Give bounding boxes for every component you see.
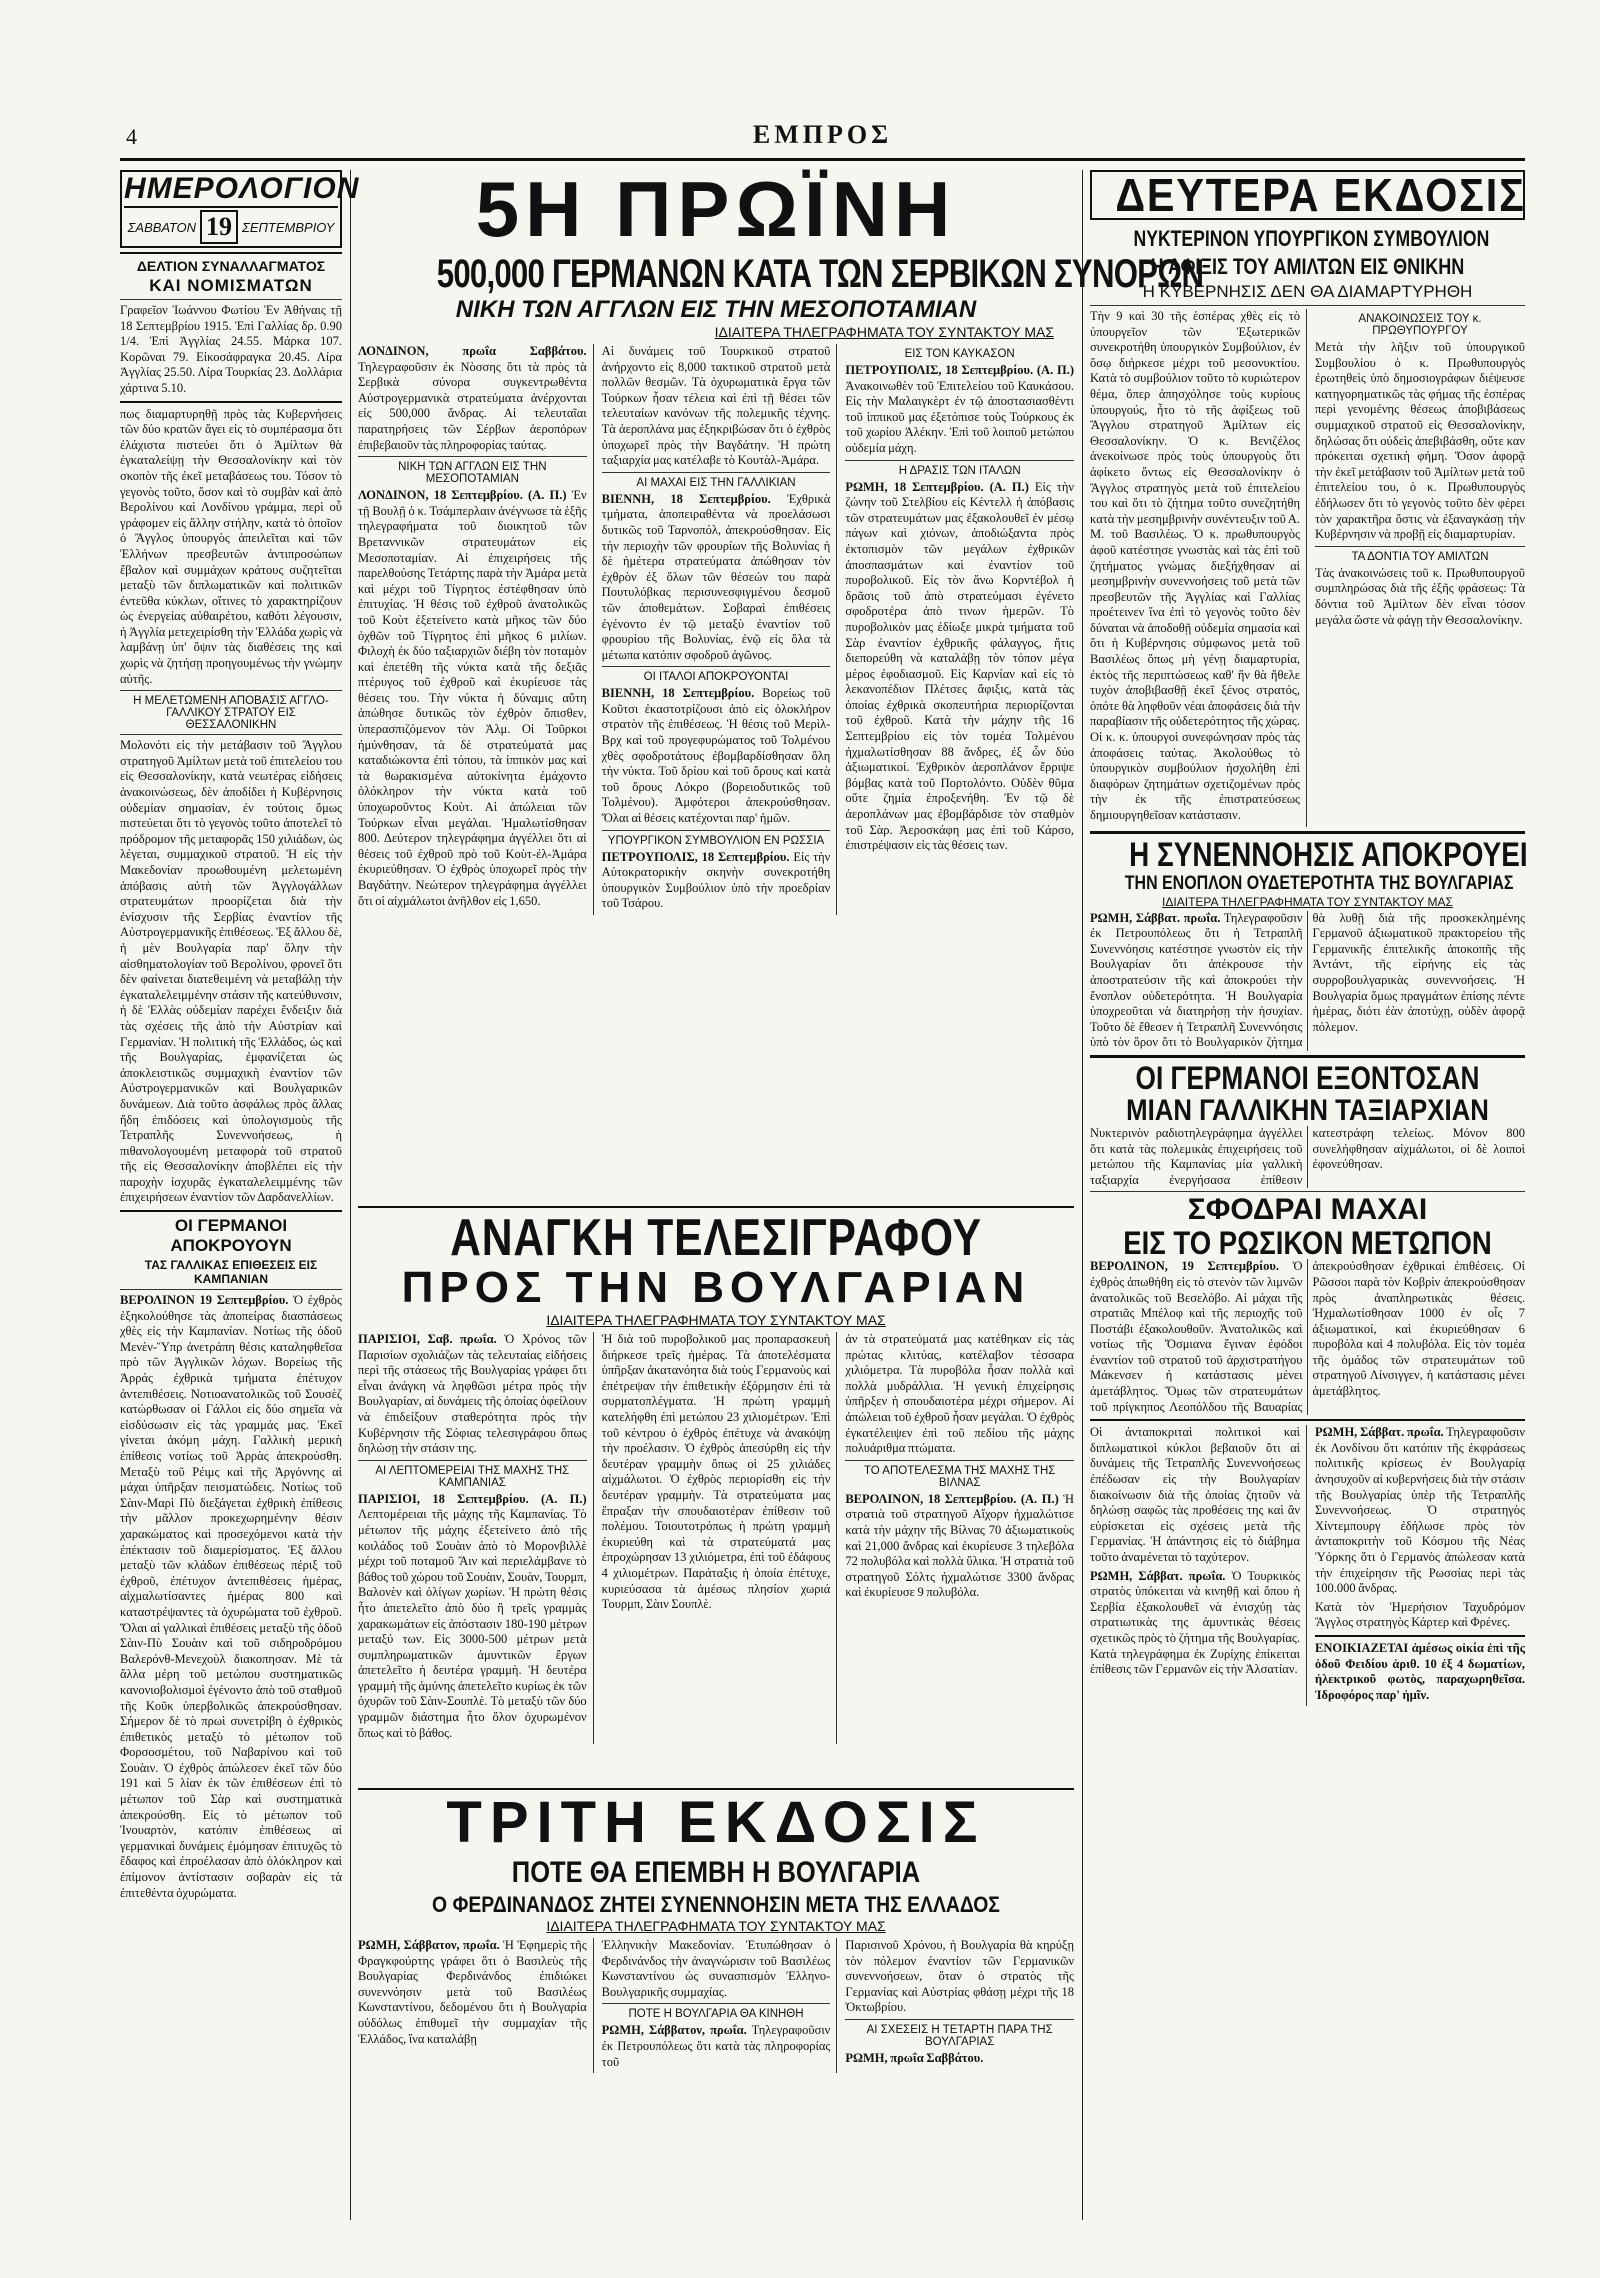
headline-third-edition: ΤΡΙΤΗ ΕΚΔΟΣΙΣ: [446, 1790, 986, 1855]
article-heading: ΑΙ ΛΕΠΤΟΜΕΡΕΙΑΙ ΤΗΣ ΜΑΧΗΣ ΤΗΣ ΚΑΜΠΑΝΙΑΣ: [375, 1464, 570, 1489]
exchange-heading-2: ΚΑΙ ΝΟΜΙΣΜΑΤΩΝ: [149, 276, 313, 295]
byline: ΙΔΙΑΙΤΕΡΑ ΤΗΛΕΓΡΑΦΗΜΑΤΑ ΤΟΥ ΣΥΝΤΑΚΤΟΥ ΜΑΣ: [546, 1918, 886, 1934]
left-column: [120, 170, 360, 2220]
headline-germans-destroyed: ΟΙ ΓΕΡΜΑΝΟΙ ΕΞΟΝΤΟΣΑΝ: [1135, 1059, 1480, 1096]
headline-when-bulgaria: ΠΟΤΕ ΘΑ ΕΠΕΜΒΗ Η ΒΟΥΛΓΑΡΙΑ: [511, 1856, 921, 1889]
headline-to-bulgaria: ΠΡΟΣ ΤΗΝ ΒΟΥΛΓΑΡΙΑΝ: [401, 1263, 1031, 1312]
headline-500000: 500,000 ΓΕΡΜΑΝΩΝ ΚΑΤΑ ΤΩΝ ΣΕΡΒΙΚΩΝ ΣΥΝΟΡΩΝ: [436, 252, 1204, 296]
headline-night-council: ΝΥΚΤΕΡΙΝΟΝ ΥΠΟΥΡΓΙΚΟΝ ΣΥΜΒΟΥΛΙΟΝ: [1133, 226, 1490, 251]
calendar-box: [120, 170, 360, 248]
article-paragraph: Ἐν τῇ Βουλῇ ὁ κ. Τσάμπερλαιν ἀνέγνωσε τὰ ἑξῆς τηλεγραφήματα τοῦ διοικητοῦ τῶν Βρεταννικῶν στρατευμάτων εἰς Μεσοποταμίαν. Αἱ ἐπιχειρήσεις τῆς παρελθούσης Τετάρτης παρὰ τὴν Ἀμάρα μετὰ καὶ μέχρι τοῦ Τίγρητος ἐστέφθησαν ὑπὸ ἐπιτυχίας. Ἡ θέσις τοῦ ἐχθροῦ ἀνατολικῶς τοῦ Κοὺτ ἐξετείνετο κατὰ μῆκος τῶν δύο ὀχθῶν τοῦ Τίγρητος ἐπὶ μῆκος 6 μιλίων. Φιλοχὴ ἐκ δύο ταξιαρχιῶν διέβη τὸν ποταμὸν καὶ ἐπετέθη τῆς νύκτα κατὰ τῆς δεξιᾶς πτέρυγος τοῦ ἐχθροῦ καὶ ἐκυρίευσε τὰς θέσεις του. Τὴν νύκτα ἡ δύναμις αὕτη ἀπώθησε δυτικῶς τὸν ἐχθρὸν ὄπισθεν, ὑπερασπιζόμενον τὸν Ἀλμ. Οἱ Τοῦρκοι ἠμύνθησαν, τὰ δὲ στρατεύματά μας καταδιώκοντα ἐπὶ τόπου, τὰ ἰππικὸν μας καὶ τὰ θωρακισμένα αὐτοκίνητα ἐμάχοντο ὁλόκληρον τὴν νύκτα κατὰ τοῦ ὑποχωροῦντος Κοὺτ. Αἱ ἀπώλειαι τῶν Τούρκων εἶναι μεγάλαι. Ἠμαλωτίσθησαν 800. Δεύτερον τηλεγράφημα ἀγγέλλει ὅτι αἱ θέσεις τοῦ ἐχθροῦ πρὸ τοῦ Κοὺτ-ἐλ-Ἀμάρα ἐκυριεύθησαν. Ὁ ἐχθρὸς ὑποχωρεῖ πρὸς τὴν Βαγδάτην. Νεώτερον τηλεγράφημα ἀγγέλλει ὅτι οἱ αἰχμάλωτοι ἀνῆλθον εἰς 1,650.: [358, 488, 587, 908]
calendar-title: ΗΜΕΡΟΛΟΓΙΟΝ: [124, 172, 360, 205]
dateline: ΠΕΤΡΟΥΠΟΛΙΣ, 18 Σεπτεμβρίου. (Α. Π.): [845, 363, 1075, 377]
headline-hamilton-arrival: Η ΑΦΙΞΙΣ ΤΟΥ ΑΜΙΛΤΩΝ ΕΙΣ ΘΝΙΚΗΝ: [1150, 254, 1465, 279]
ult-col-2: [602, 1332, 838, 1744]
article-heading: ΑΙ ΣΧΕΣΕΙΣ Η ΤΕΤΑΡΤΗ ΠΑΡΑ ΤΗΣ ΒΟΥΛΓΑΡΙΑΣ: [866, 2023, 1053, 2048]
article-paragraph: Ἡ Ἐφημερὶς τῆς Φραγκφούρτης γράφει ὅτι ὁ Βασιλεὺς τῆς Βουλγαρίας Φερδινάνδος ἐπιδιώκει συνεννόησιν μετὰ τοῦ Βασιλέως Κωνσταντίνου, δεδομένου ὅτι ἡ Βουλγαρία οὐδόλως ἐπιθυμεῖ τὴν συμμαχίαν τῆς Ἑλλάδος, ἵνα καταλάβῃ: [358, 1938, 587, 2046]
article-paragraph: Αἱ δυνάμεις τοῦ Τουρκικοῦ στρατοῦ ἀνήρχοντο εἰς 8,000 τακτικοῦ στρατοῦ μετὰ πολλῶν θεσμῶν. Τὰ ὀχυρωματικὰ ἔργα τῶν Τούρκων ἦσαν τέλεια καὶ ἐπὶ τῇ θέσει τῶν τελευταίων κανόνων τῆς πολεμικῆς τέχνης. Τὰ ἀεροπλάνα μας ἐξηκριβώσαν ὅτι ὁ ἐχθρὸς ὑποχωρεῖ πρὸς τὴν Βαγδάτην. Ἡ πρώτη ταξιαρχία μας κατέλαβε τὸ Κουτὰλ-Ἀμάρα.: [601, 344, 831, 468]
dateline: ΡΩΜΗ, Σάββατ. πρωΐα.: [1090, 1568, 1226, 1583]
third-col-2: [602, 1938, 838, 2073]
article-paragraph: Τηλεγραφοῦσιν ἐκ Νὸσσης ὅτι τὰ πρὸς τὰ Σερβικὰ σύνορα συγκεντρωθέντα Αὐστρογερμανικὰ στρατεύματα ἀνέρχονται εἰς 500,000 ἄνδρας. Αἱ τελευταῖαι παρατηρήσεις τῶν Σέρβων ἀεροπόρων ἐπιβεβαιοῦν τὰς πληροφορίας ταύτας.: [358, 359, 587, 452]
article-heading: ΤΑ ΔΟΝΤΙΑ ΤΟΥ ΑΜΙΛΤΩΝ: [1351, 550, 1489, 563]
article-paragraph: Εἰς τὴν ζώνην τοῦ Στελβίου εἰς Κέντελλ ἡ ἀπόβασις τῶν στρατευμάτων μας ἐξακολουθεῖ ἐν μέσῳ πάγων καὶ χιόνων, ἀποδιώξαντα πρὸς ἐκτοπισμὸν τῶν μεγάλων ἐχθρικῶν ἀποσπασμάτων καὶ ἐναντίον τοῦ πυροβολικοῦ. Εἰς τὸν ἄνω Κορντέβολ ἡ δρᾶσις τοῦ ἀπὸ στρατεύμασι ἐγένετο σφοδροτέρα ἀπὸ τινων ἡμερῶν. Τὸ πυροβολικὸν μας ἐδίωξε μικρὰ τμήματα τοῦ Σὰρ ἐναντίον ἐχθρικῆς φάλαγγος, ἥτις διεπορεύθη νὰ καταλάβῃ τὸν τόπον μέγα μέρος ἐφοδιασμοῦ. Εἰς Καρνίαν καὶ εἰς τὸ λεκανοπέδιον Πλέτσες ἄφιξις, κατὰ τὰς ὁποίας ἐχθρικὰ σκοπευτήρια περιορίζονται τοῦ ἐχθροῦ. Κατὰ τὴν μάχην τῆς 16 Σεπτεμβρίου εἰς τὸν τομέα Τολμένου ἠχμαλωτίσθησαν 88 ἄνδρες, ἐξ ὧν δύο ἀξιωματικοί. Ἐχθρικὸν ἀεροπλάνον ἔρριψε βόμβας κατὰ τοῦ Πορτολόντο. Οὐδὲν θῦμα οὔτε ζημία ἐπροξενήθη. Ἐν τῷ δὲ ἀεροπλάνων μας ἐβομβάρδισε τὸν σταθμὸν τοῦ Σὰρ. Ἀεροσκάφη μας ἐπὶ τοῦ Κάρσο, ἐπιστρέψασιν εἰς τὰς θέσεις των.: [845, 479, 1075, 853]
article-paragraph: Οἱ ἀνταποκριταὶ πολιτικοὶ καὶ διπλωματικοὶ κύκλοι βεβαιοῦν ὅτι αἱ δυνάμεις τῆς Τετραπλῆς Συνεννοήσεως ἐπέδωσαν εἰς τὴν Βουλγαρίαν διακοίνωσιν διὰ τῆς ὁποίας ζητοῦν νὰ δηλώσῃ σαφῶς τὰς προθέσεις της καὶ ἂν εὑρίσκεται εἰς σχέσεις μετὰ τῆς Γερμανίας. Ἡ ἀπάντησις εἰς τὸ διάβημα τοῦτο ἀναμένεται τὸ ταχύτερον.: [1090, 1425, 1300, 1564]
article-paragraph: Τηλεγραφοῦσιν ἐκ Λονδίνου ὅτι κατόπιν τῆς ἐκφράσεως πολιτικῆς κρίσεως ἐν Βουλγαρίᾳ ἀνησυχοῦν αἱ κυβερνήσεις διὰ τὴν στάσιν τῆς Βουλγαρίας ὑπὲρ τῆς Τετραπλῆς Συνεννοήσεως. Ὁ στρατηγὸς Χίντεμπουργ ἐδήλωσε πρὸς τὸν ἀνταποκριτὴν τοῦ Κόσμου τῆς Νέας Ὑόρκης ὅτι ὁ Γερμανὸς ἀπώλεσαν κατὰ τὴν ἐπιχείρησιν τῆς Ρωσσίας περὶ τὰς 100.000 ἄνδρας.: [1315, 1425, 1525, 1596]
article-heading: ΤΟ ΑΠΟΤΕΛΕΣΜΑ ΤΗΣ ΜΑΧΗΣ ΤΗΣ ΒΙΛΝΑΣ: [863, 1464, 1056, 1489]
ult-col-1: [358, 1332, 594, 1744]
article-paragraph: Νυκτερινὸν ραδιοτηλεγράφημα ἀγγέλλει ὅτι κατὰ τὰς πολεμικὰς ἐπιχειρήσεις τοῦ μετώπου τῆς Καμπανίας μία γαλλικὴ ταξιαρχία ἐνεργήσασα ἐπίθεσιν κατεστράφη τελείως. Μόνον 800 συνελήφθησαν αἰχμάλωτοι, οἱ δὲ λοιποὶ ἐφονεύθησαν.: [1090, 1125, 1525, 1187]
dateline: ΛΟΝΔΙΝΟΝ, 18 Σεπτεμβρίου. (Α. Π.): [358, 488, 567, 503]
classified-ad: ΕΝΟΙΚΙΑΖΕΤΑΙ ἀμέσως οἰκία ἐπὶ τῆς ὁδοῦ Φειδίου ἀριθ. 10 ἐξ 4 δωματίων, ἠλεκτρικοῦ φωτὸς, παραχωρηθεῖσα. Ἰδροφόρος παρ' ἡμῖν.: [1315, 1640, 1525, 1702]
headline-ferdinand: Ο ΦΕΡΔΙΝΑΝΔΟΣ ΖΗΤΕΙ ΣΥΝΕΝΝΟΗΣΙΝ ΜΕΤΑ ΤΗΣ ΕΛΛΑΔΟΣ: [432, 1892, 1000, 1917]
dateline: ΡΩΜΗ, Σάββατ. πρωΐα.: [1315, 1425, 1444, 1440]
byline: ΙΔΙΑΙΤΕΡΑ ΤΗΛΕΓΡΑΦΗΜΑΤΑ ΤΟΥ ΣΥΝΤΑΚΤΟΥ ΜΑΣ: [546, 1312, 886, 1328]
article-paragraph: πως διαμαρτυρηθῇ πρὸς τὰς Κυβερνήσεις τῶν δύο κρατῶν ἄγει εἰς τὸ συμπέρασμα ὅτι ἐλάχιστα πιστεύει ὅτι ὁ Ἀμίλτων θὰ ἐγκαταλείψῃ τὴν Θεσσαλονίκην καὶ τὸν σκοπὸν τῆς ἐκεῖ μεταβάσεως του. Τόσον τὸ γεγονὸς τοῦτο, ὅσον καὶ τὸ συμβὰν καὶ ἀπὸ Βερολίνου καὶ Λονδίνου γράμμα, περὶ οὗ γράφομεν εἰς ἄλλην στήλην, κατὰ τὸ ὁποῖον ὁ Ἄγγλος ὑπουργὸς ἀπειλεῖται καὶ τῶν Ἑλλήνων πρεσβευτῶν ἀντιπροσώπων ἔβαλον καὶ συμμάχων κράτους συζητεῖται μεταξὺ τῶν διπλωματικῶν καὶ πολιτικῶν ἐντεῦθα κύκλων, οἵτινες τὸ χαρακτηρίζουν ὡς ἐνεργείας αὐθαιρέτου, καθότι λέγουσιν, ἡ Ἀγγλία μετεχειρίσθη τὴν Ἑλλάδα χωρὶς νὰ λαμβάνῃ ὑπ' ὄψιν τὰς διαθέσεις της καὶ χωρὶς νὰ ζητήσῃ προηγουμένως τὴν γνώμην αὐτῆς.: [120, 406, 342, 686]
article-paragraph: Ὁ ἐχθρὸς ἐξηκολούθησε τὰς ἀποπείρας διασπάσεως χθὲς εἰς τὴν Καμπανίαν. Νοτίως τῆς ὁδοῦ Μενὲν-Ὕπρ ἀνετράπη θέσις καταληφθεῖσα πρὸ τῶν Ἀγγλικῶν λόχων. Βορείως τῆς Ἀρράς ἐχθρικὰ τμήματα ἐπέτυχον ἀντεπιθέσεις. Νοτιοανατολικῶς τοῦ Σουσὲζ κατώρθωσαν οἱ Γάλλοι εἰς δύο σημεῖα νὰ εἰσδύσωσιν εἰς τὰς γραμμάς μας. Ἐκεῖ γίνεται ἀκόμη μάχη. Γαλλικὴ μερικὴ ἐπίθεσις νοτίως τοῦ Ἀρρὰς ἀπεκρούσθη. Μεταξὺ τοῦ Ρέιμς καὶ τῆς Ἀργόννης αἱ μάχαι ὑπῆρξαν πεισματώδεις. Νοτίως τοῦ Σὰιν-Μαρὶ Πὺ διεξάγεται ἐχθρικὴ ἐπίθεσις τὴν μᾶλλον προκεχωρημένην θέσιν χαρακώματος καὶ προσεχόμενοι κατὰ τὴν ἐπέκτασιν τοῦ διαμερίσματος. Ἐξ ἄλλου μεταξὺ τῶν κλάδων ἐπιθέσεως πέριξ τοῦ ἐχθροῦ, ἐπέτυχον ἀντεπιθέσεις ἡμέρας, αἰχμαλωτίσαντες ἡμέρας 800 καὶ καταστρέψαντες τὰ ὀχυρώματα τοῦ ἐχθροῦ. Ὅλαι αἱ γαλλικαὶ ἐπιθέσεις μεταξὺ τῆς ὁδοῦ Σὰιν-Πὺ Σουὰιν καὶ τοῦ σιδηροδρόμου Βαλερόνθ-Μενεχοὺλ διακοπησαν. Μὲ τὰ ἄλλα μέρη τοῦ μετώπου συστηματικῶς κανονιοβολισμοὶ ἐγένοντο ἀπὸ τοῦ σταθμοῦ τῆς Κοῦκ ὑπερβολικῶς ἀπεκρούσθησαν. Σήμερον δὲ τὸ πρωὶ συνετρίβη ὁ ἐχθρικὸς ἐπιθετικὸς μεταξὺ τὸ μέτωπον τοῦ Φορσοσμέτου, τοῦ Ναβαρίνου καὶ τοῦ Σουὰιν. Ὁ ἐχθρὸς ἀπώλεσεν ἐκεῖ τῶν δύο 191 καὶ 5 λίαν ἐκ τῶν ἐπιθέσεων ἐπὶ τὸ μέτωπον τοῦ Σὰρ καὶ συστηματικὰ ἀπεκρούσθη. Εἰς τὸ μέτωπον τοῦ Ἰνουαρτὸν, κατόπιν ἐπιθέσεως αἱ γερμανικαὶ δυνάμεις ἐμόμησαν ἐπιτυχῶς τὸ ἔδαφος καὶ ἐπροέλασαν ἀπὸ ὁλόκληρον καὶ ἐπίμονον ἀντίστασιν σοβαρὰν εἰς τὰ ἐπιτεθέντα ὀχυρώματα.: [120, 1293, 342, 1900]
headline-armed-neutrality: ΤΗΝ ΕΝΟΠΛΟΝ ΟΥΔΕΤΕΡΟΤΗΤΑ ΤΗΣ ΒΟΥΛΓΑΡΙΑΣ: [1124, 872, 1514, 894]
article-paragraph: Ἐχθρικὰ τμήματα, ἀποπειραθέντα νὰ προελάσωσι δυτικῶς τοῦ Ταρνοπόλ, ἀπεκρούσθησαν. Εἰς τὴν περιοχὴν τῶν φρουρίων τῆς Βολυνίας ἡ δὲ ἡμέτερα στρατεύματα ἀπώθησαν τὸν ἐχθρὸν ἐξ ὅλων τῶν θέσεών του παρὰ Πουτυλόβκας περισυνεσφιγμένου δεσμοῦ τῶν ἀποθεμάτων. Σοβαραὶ ἐπιθέσεις ἐγένοντο ἐν τῷ μεταξὺ ἐναντίον τοῦ φρουρίου τῆς Βολυνίας, ἐνῷ εἰς ὅλα τὰ μέτωπα κατόπιν σφοδροῦ ἀγῶνος.: [601, 491, 831, 662]
headline-french-brigade: ΜΙΑΝ ΓΑΛΛΙΚΗΝ ΤΑΞΙΑΡΧΙΑΝ: [1126, 1093, 1489, 1127]
article-paragraph: Ὁ ἐχθρὸς ἀπωθήθη εἰς τὸ στενὸν τῶν λιμνῶν ἀνατολικῶς τοῦ Βεσελόβο. Αἱ μάχαι τῆς στρατιᾶς Μπέλοφ καὶ τῆς περιοχῆς τοῦ Ποστάβι ἐξακολουθοῦν. Ἀνατολικῶς καὶ νοτίως τῆς Ὄσμιανα ἔγιναν ἐφόδοι ἐναντίον τοῦ στρατοῦ τοῦ ἀρχιστρατήγου Μάκενσεν ἡ κατάστασις μένει ἀμετάβλητος. Ὅμως τῶν στρατευμάτων τοῦ πρίγκηπος Λεοπόλδου τῆς Βαυαρίας ἀπεκρούσθησαν ἐχθρικαὶ ἐπιθέσεις. Οἱ Ρῶσσοι παρὰ τὸν Κοβρὶν ἀπεκρούσθησαν πρὸς ἀναπληρωτικὰς θέσεις. Ἠχμαλωτίσθησαν 1000 ἐν οἷς 7 ἀξιωματικοί, καὶ ἐκυριεύθησαν 6 πυροβόλα καὶ 4 πολυβόλα. Εἰς τὸν τομέα τῆς ὁμάδος τῶν στρατευμάτων τοῦ στρατηγοῦ Λίνσιγγεν, ἡ κατάστασις μένει ἀμετάβλητος.: [1090, 1259, 1525, 1414]
article-heading: ΑΝΑΚΟΙΝΩΣΕΙΣ ΤΟΥ κ. ΠΡΩΘΥΠΟΥΡΓΟΥ: [1358, 313, 1482, 337]
headline-fierce-battles: ΣΦΟΔΡΑΙ ΜΑΧΑΙ: [1187, 1193, 1428, 1227]
article-heading: ΥΠΟΥΡΓΙΚΟΝ ΣΥΜΒΟΥΛΙΟΝ ΕΝ ΡΩΣΣΙΑ: [607, 834, 825, 847]
dateline: ΠΑΡΙΣΙΟΙ, 18 Σεπτεμβρίου. (Α. Π.): [358, 1491, 587, 1506]
right-col-1: [1090, 309, 1307, 827]
dateline: ΡΩΜΗ, Σάββατον, πρωΐα.: [601, 2023, 747, 2038]
article-heading: ΟΙ ΓΕΡΜΑΝΟΙ ΑΠΟΚΡΟΥΟΥΝ: [170, 1216, 292, 1256]
headline-5th-morning: 5Η ΠΡΩΪΝΗ: [475, 165, 957, 253]
third-col-3: [845, 1938, 1074, 2073]
mid-col-1: [358, 344, 594, 915]
article-heading: ΠΟΤΕ Η ΒΟΥΛΓΑΡΙΑ ΘΑ ΚΙΝΗΘΗ: [628, 2008, 804, 2021]
article-paragraph: Ἑλληνικὴν Μακεδονίαν. Ἐτυπώθησαν ὁ Φερδινάνδος τὴν ἀναγνώρισιν τοῦ Βασιλέως Κωνσταντίνου ὡς συνασπισμὸν Ἑλληνο-Βουλγαρικῆς συμμαχίας.: [601, 1938, 831, 1999]
article-paragraph: Βορείως τοῦ Κοῦτσι ἐκαστοτρίζουσι ἀπὸ εἰς ὁλοκλήρον στρατὸν τῆς ἐπιθέσεως. Ἡ θέσις τοῦ Μερὶλ-Βρχ καὶ τοῦ προγεφυρώματος τοῦ Τολμένου χθὲς σφοδροτάτους ἐβομβαρδίσθησαν ὅλη τὴν νύκτα. Τοῦ δρίου καὶ τοῦ ὄρους καὶ κατὰ τοῦ ὄρους Λόκρο (βορειοδυτικῶς τοῦ Τολμένου). Ἀμφότεροι ἀπεκρούσθησαν. Ὅλαι αἱ θέσεις κατέχονται παρ' ἡμῶν.: [601, 686, 831, 826]
ult-col-3: [845, 1332, 1074, 1744]
dateline: ΒΙΕΝΝΗ, 18 Σεπτεμβρίου.: [601, 491, 771, 506]
article-subheading: ΤΑΣ ΓΑΛΛΙΚΑΣ ΕΠΙΘΕΣΕΙΣ ΕΙΣ ΚΑΜΠΑΝΙΑΝ: [144, 1258, 318, 1287]
column-rule: [1082, 170, 1083, 2220]
dateline: ΠΑΡΙΣΙΟΙ, Σαβ. πρωΐα.: [358, 1332, 497, 1346]
article-paragraph: Εἰς τὴν Αὐτοκρατορικὴν σκηνὴν συνεκροτήθη ὑπουργικὸν Συμβούλιον ὑπὸ τὴν προεδρίαν τοῦ Τσάρου.: [601, 849, 831, 911]
byline: ΙΔΙΑΙΤΕΡΑ ΤΗΛΕΓΡΑΦΗΜΑΤΑ ΤΟΥ ΣΥΝΤΑΚΤΟΥ ΜΑΣ: [714, 324, 1054, 340]
ultimatum-section: [358, 1206, 1074, 1783]
calendar-date: 19: [200, 210, 238, 244]
calendar-month: ΣΕΠΤΕΜΒΡΙΟΥ: [242, 219, 335, 235]
headline-russian-front: ΕΙΣ ΤΟ ΡΩΣΙΚΟΝ ΜΕΤΩΠΟΝ: [1123, 1225, 1492, 1262]
exchange-rates: Γραφεῖον Ἰωάννου Φωτίου Ἐν Ἀθήναις τῇ 18 Σεπτεμβρίου 1915. Ἐπὶ Γαλλίας δρ. 0.90 1/4. Ἐπὶ Ἀγγλίας 24.55. Μάρκα 107. Κορῶναι 79. Εἰκοσάφραγκα 20.45. Λίρα Ἀγγλίας 25.50. Λίρα Τουρκίας 23. Δολλάρια χάρτινα 5.10.: [120, 303, 342, 395]
article-paragraph: Μολονότι εἰς τὴν μετάβασιν τοῦ Ἄγγλου στρατηγοῦ Ἀμίλτων μετὰ τοῦ ἐπιτελείου του εἰς Θεσσαλονίκην, κατὰ νεωτέρας εἰδήσεις ἀνακοινώσεως, δὲν ἀποδίδει ἡ Κυβέρνησις οὐδεμίαν σημασίαν, ἐν τούτοις ὅμως πιστεύεται ὅτι τὸ γεγονὸς τοῦτο ἀποτελεῖ τὸ πρόδρομον τῆς μεταφορᾶς 150 χιλιάδων, ὡς λέγεται, συμμαχικοῦ στρατοῦ. Ἡ εἰς τὴν Μακεδονίαν προωθουμένη μελετωμένη ἀπόβασις αὐτὴ τῶν Ἀγγλογάλλων στρατευμάτων προορίζεται διὰ τὴν ἐνίσχυσιν τῆς Σερβίας ἐναντίον τῆς Αὐστρογερμανικῆς ἐπιθέσεως. Ἐξ ἄλλου δὲ, ἡ μὲν Βουλγαρία παρ' ὅλην τὴν αἰσθηματολογίαν τοῦ Βερολίνου, φρονεῖ ὅτι δὲν φαίνεται διατεθειμένη νὰ μεταβάλῃ τὴν ἐγκαταλελειμμένην στάσιν τῆς κατεύθυνσιν, ἡ δὲ Ἑλλὰς οὐδεμίαν παρέχει ἔνδειξιν διὰ τὰς σχέσεις τῆς ἀπὸ τὴν Αὐστρίαν καὶ Γερμανίαν. Ἡ πολιτικὴ τῆς Ἑλλάδος, ὡς καὶ τῆς Βουλγαρίας, ἐμφανίζεται ὡς ἀποκλειστικῶς συμμαχικὴ ἐναντίον τῶν Αὐστρογερμανικῶν καὶ Βουλγαρικῶν δυνάμεων. Διὰ τοῦτο ἀσφάλως πρὸς ἄλλας ἤδη ἐπιδόσεις καὶ ὑπολογισμοὺς τῆς Τετραπλῆς Συνεννοήσεως, ἡ πιθανολογουμένη μεταφορὰ τοῦ στρατοῦ τῆς εἰς Θεσσαλονίκην ἀποβλέπει εἰς τὴν παροχὴν ἰσχυρᾶς ἐγκαταλελειμμένης τῶν ἐπιχειρήσεων ἐναντίον τῶν Δαρδανελλίων.: [120, 738, 343, 1205]
third-edition-section: [358, 1788, 1074, 2220]
article-paragraph: Κατὰ τὸν Ἡμερήσιον Ταχυδρόμον Ἄγγλος στρατηγὸς Κάρτερ καὶ Φρένες.: [1315, 1599, 1525, 1630]
third-col-1: [358, 1938, 594, 2073]
article-paragraph: Ἀνακοινωθὲν τοῦ Ἐπιτελείου τοῦ Καυκάσου. Εἰς τὴν Μαλαιγκὲρτ ἐν τῷ ἀποστασιασθέντι τοῦ ἱππικοῦ μας ἐξετόπισε τοὺς Τούρκους ἐκ τοῦ χωρίου Ἀλέκην. Ἐπὶ τοῦ λοιποῦ μετώπου οὐδεμία μάχη.: [845, 378, 1075, 455]
dateline: ΒΙΕΝΝΗ, 18 Σεπτεμβρίου.: [601, 686, 755, 701]
article-paragraph: Ἡ διὰ τοῦ πυροβολικοῦ μας προπαρασκευὴ διήρκεσε τρεῖς ἡμέρας. Τὰ ἀποτελέσματα ὑπῆρξαν ἀκατανόητα διὰ τοὺς Γερμανοὺς καὶ ἐπέτρεψαν τὴν ἐπιθετικὴν ἐξόρμησιν ἐπὶ τὰ συρματοπλέγματα. Ἡ πρώτη γραμμὴ κατελήφθη ἐπὶ μετώπου 23 χιλιομέτρων. Ἐπὶ τοῦ κέντρου ὁ ἐχθρὸς ἐπέτυχε νὰ ἀνακόψῃ τὴν προέλασιν. Ὁ ἐχθρὸς ἀπεσύρθη εἰς τὴν δευτέραν γραμμὴν ὅπως οἱ 25 χιλιάδες αἰχμάλωτοι. Ὁ ἐχθρὸς περιορίσθη εἰς τὴν δευτέραν γραμμὴν. Τὰ στρατεύματα μας ἔπραξαν τὴν σπουδαιοτέραν ἐπίθεσιν τοῦ πολέμου. Τοιουτοτρόπως ἡ πρώτη γραμμὴ ἐκυριεύθη καὶ τὰ στρατεύματά μας ἐπροχώρησαν 13 χιλιόμετρα, ἐπὶ τοῦ ἐδάφους 4 χιλιομέτρων. Παράταξις ἡ ὁποία ἐπέτυχε, κυριεύσασα τὰ ἀμέσως πλησίον χωριά Τουρμπ, Σὰιν Σουπλὲ.: [601, 1332, 831, 1612]
page-number: 4: [126, 124, 137, 149]
dateline: ΡΩΜΗ, Σάββατον, πρωΐα.: [358, 1938, 500, 1952]
column-rule: [350, 170, 351, 2220]
headline-second-edition: ΔΕΥΤΕΡΑ ΕΚΔΟΣΙΣ: [1115, 169, 1526, 221]
article-paragraph: ἀν τὰ στρατεύματά μας κατέθηκαν εἰς τὰς πρώτας κλιτύας, κατέλαβον τέσσαρα χιλιόμετρα. Τὰ πυροβόλα ἦσαν πολλὰ καὶ πολλὰ μυδράλλια. Ἡ γενικὴ ἐπιχείρησις ὑπῆρξεν ἡ σπουδαιοτέρα μέχρι σήμερον. Αἱ ἀπώλειαι τοῦ ἐχθροῦ ἦσαν μεγάλαι. Ὁ ἐχθρὸς ἐγκατέλειψεν ἐπὶ τοῦ πεδίου τῆς μάχης πολυάριθμα πτώματα.: [845, 1332, 1075, 1456]
article-heading: ΑΙ ΜΑΧΑΙ ΕΙΣ ΤΗΝ ΓΑΛΛΙΚΙΑΝ: [636, 476, 796, 489]
calendar-day: ΣΑΒΒΑΤΟΝ: [127, 219, 197, 235]
dateline: ΠΕΤΡΟΥΠΟΛΙΣ, 18 Σεπτεμβρίου.: [601, 849, 790, 864]
mid-col-3: [845, 344, 1074, 915]
dateline: ΒΕΡΟΛΙΝΟΝ, 19 Σεπτεμβρίου.: [1090, 1259, 1280, 1274]
article-paragraph: Μετὰ τὴν λῆξιν τοῦ ὑπουργικοῦ Συμβουλίου ὁ κ. Πρωθυπουργὸς ἐρωτηθεὶς ὑπὸ δημοσιογράφων διέψευσε κατηγορηματικῶς τὰς φήμας τῆς ἐσπέρας περὶ γενομένης θέσεως ἀποβιβάσεως συμμαχικοῦ στρατοῦ εἰς Θεσσαλονίκην, δηλώσας ὅτι οὐδεὶς ἀπεβιβάσθη, οὔτε καν πρόκειται σχετικὴ φήμη. Ὅσον ἀφορᾷ τὴν ἐκεῖ μετάβασιν τοῦ Ἀμίλτων μετὰ τοῦ ἐπιτελείου του, ὁ κ. Πρωθυπουργὸς ἐδήλωσεν ὅτι τὸ γεγονὸς τοῦτο δὲν φέρει τὸν χαρακτῆρα ὅστις νὰ ἐξαναγκάσῃ τὴν Κυβέρνησιν νὰ προβῇ εἰς διαμαρτυρίαν.: [1315, 340, 1525, 542]
article-heading: ΝΙΚΗ ΤΩΝ ΑΓΓΛΩΝ ΕΙΣ ΤΗΝ ΜΕΣΟΠΟΤΑΜΙΑΝ: [398, 461, 547, 486]
headline-mesopotamia: ΝΙΚΗ ΤΩΝ ΑΓΓΛΩΝ ΕΙΣ ΤΗΝ ΜΕΣΟΠΟΤΑΜΙΑΝ: [455, 296, 977, 323]
right-lower-col-1: [1090, 1425, 1307, 1706]
article-paragraph: Τὰς ἀνακοινώσεις τοῦ κ. Πρωθυπουργοῦ συμπληρώσας διὰ τῆς ἐξῆς φράσεως: Τὰ δόντια τοῦ Ἀμίλτων δὲν εἶναι τόσον μεγάλα ὥστε νὰ φάγῃ τὴν Θεσσαλονίκην.: [1315, 565, 1525, 627]
headline-no-protest: Η ΚΥΒΕΡΝΗΣΙΣ ΔΕΝ ΘΑ ΔΙΑΜΑΡΤΥΡΗΘΗ: [1142, 282, 1473, 301]
article-paragraph: Ὁ Χρόνος τῶν Παρισίων σχολιάζων τὰς τελευταίας εἰδήσεις περὶ τῆς στάσεως τῆς Βουλγαρίας γράφει ὅτι εἶναι ἀνάγκη νὰ ληφθῶσι μέτρα πρὸς τὴν Βουλγαρίαν, αἱ δυνάμεις τῆς ὁποίας ὀφείλουν νὰ ἐπιδείξουν σταθερότητα πρὸς τὴν Κυβέρνησιν τῆς Σόφιας τελεσιγράφου ὅπως δηλώσῃ τὴν στάσιν της.: [358, 1332, 587, 1456]
headline-ultimatum: ΑΝΑΓΚΗ ΤΕΛΕΣΙΓΡΑΦΟΥ: [450, 1209, 982, 1267]
dateline: ΒΕΡΟΛΙΝΟΝ 19 Σεπτεμβρίου.: [120, 1293, 289, 1308]
article-heading: ΟΙ ΙΤΑΛΟΙ ΑΠΟΚΡΟΥΟΝΤΑΙ: [643, 671, 789, 684]
right-section: [1090, 169, 1528, 2220]
dateline: ΡΩΜΗ, πρωΐα Σαββάτου.: [845, 2050, 984, 2065]
article-paragraph: Λεπτομέρειαι τῆς μάχης τῆς Καμπανίας. Τὸ μέτωπον τῆς μάχης ἐξετείνετο ἀπὸ τῆς κοιλάδος τοῦ Σουὰιν ἀπὸ τὸ Μορονβιλλὲ μέχρι τοῦ ποταμοῦ Ἄιν καὶ περιελάμβανε τὸ βάθος τοῦ χώρου τοῦ Σουὰιν, Σουὰν, Τουρμπ, Βαλονὲν καὶ ὀλίγων χωρίων. Ἡ πρώτη θέσις ἦτο ἀπετελεῖτο ἀπὸ δύο ἢ τρεῖς γραμμὰς χαρακωμάτων εἰς ἀπόστασιν 180-190 μέτρων μεταξύ των. Εἰς 3000-500 μέτρων μετὰ συμπληρωματικῶν ἀμυντικῶν ἔργων ἀπετελεῖτο ἡ δευτέρα γραμμὴ. Ἡ δευτέρα γραμμὴ τῆς ἀμύνης ἀπετελεῖτο κυρίως ἐκ τῶν ὀχυρῶν τοῦ Σὰιν-Σουπλὲ. Τὸ μεταξὺ τῶν δύο γραμμῶν διάστημα ἦτο ὅλον ὀχυρωμένον ὅπως καὶ τὸ βάθος.: [358, 1507, 587, 1740]
article-paragraph: Ὁ Τουρκικὸς στρατὸς ὑπόκειται νὰ κινηθῇ καὶ ὅπου ἡ Σερβία ἐξακολουθεῖ νὰ ἐνισχύῃ τὰς στρατιωτικὰς της ἀμυντικὰς θέσεις σχετικῶς πρὸς τὸ ζήτημα τῆς Βουλγαρίας. Κατὰ τηλεγράφημα ἐκ Ζυρίχης ἐπίκειται ἐπίθεσις τῶν Γερμανῶν εἰς τὴν Ἀλσατίαν.: [1090, 1568, 1300, 1677]
article-paragraph: Τὴν 9 καὶ 30 τῆς ἑσπέρας χθὲς εἰς τὸ ὑπουργεῖον τῶν Ἐξωτερικῶν συνεκροτήθη ὑπουργικὸν Συμβούλιον, ἐν ὅσῳ διήρκεσε μέχρι τοῦ μεσονυκτίου. Κατὰ τὸ συμβούλιον τοῦτο τὸ κυριώτερον θέμα, ὅπερ ἀπησχόλησε τοὺς κυρίους ὑπουργούς, ἦτο τὸ τῆς ἀφίξεως τοῦ Ἄγγλου στρατηγοῦ Ἀμίλτων εἰς Θεσσαλονίκην. Ὁ κ. Βενιζέλος ἀνεκοίνωσε πρὸς τοὺς ὑπουργοὺς ὅτι ἀφίκετο ὄντως εἰς Θεσσαλονίκην ὁ Ἄγγλος στρατηγὸς μετὰ τοῦ ἐπιτελείου του καὶ ὅτι τὸ ζήτημα τοῦτο συνεζητήθη κατὰ τὴν μεσημβρινὴν συνέντευξιν τοῦ Α. Μ. τοῦ Βασιλέως. Ὁ κ. πρωθυπουργὸς ἀφοῦ κατέστησε γνωστὰς καὶ τὰς ἐπὶ τοῦ ζητήματος γνώμας διεξήχθησαν αἱ μεσημβρινὴν συνεννοήσεις τοῦ μετὰ τῶν πρεσβευτῶν τῆς Ἀγγλίας καὶ Γαλλίας προέτεινεν ἵνα ἐπὶ τὸ γεγονὸς τοῦτο δὲν δύναται νὰ ἀποδοθῇ οὐδεμία σημασία καὶ ὅτι ἡ Κυβέρνησις σύμφωνος μετὰ τοῦ Βασιλέως ὅπως μὴ γένῃ διαμαρτυρία, ἐκτὸς τῆς περιπτώσεως καθ' ἣν θὰ ἤθελε τυχὸν ἀποβιβασθῇ ἐκεῖ ξένος στρατός, ὁπότε θὰ ληφθοῦν νέαι ἀποφάσεις διὰ τὴν παραβίασιν τῆς οὐδετερότητος τῆς χώρας. Οἱ κ. κ. ὑπουργοὶ συνεφώνησαν πρὸς τὰς ἀποφάσεις ταύτας. Ἀκολούθως τὸ ὑπουργικὸν συμβούλιον ἠσχολήθη ἐπὶ διαφόρων ζητημάτων σχετιζομένων πρὸς τὴν ἐκ τῆς ἐπιστρατεύσεως δημιουργηθεῖσαν κατάστασιν.: [1090, 309, 1300, 822]
right-col-2: [1315, 309, 1525, 827]
mid-col-2: [602, 344, 838, 915]
dateline: ΡΩΜΗ, 18 Σεπτεμβρίου. (Α. Π.): [845, 479, 1029, 494]
masthead: ΕΜΠΡΟΣ: [752, 120, 893, 149]
article-heading: Η ΜΕΛΕΤΩΜΕΝΗ ΑΠΟΒΑΣΙΣ ΑΓΓΛΟ-ΓΑΛΛΙΚΟΥ ΣΤΡΑΤΟΥ ΕΙΣ ΘΕΣΣΑΛΟΝΙΚΗΝ: [133, 695, 329, 732]
running-header: [120, 118, 1525, 161]
dateline: ΒΕΡΟΛΙΝΟΝ, 18 Σεπτεμβρίου. (Α. Π.): [845, 1491, 1059, 1506]
newspaper-page: [120, 118, 1528, 2228]
right-lower-col-2: [1315, 1425, 1525, 1706]
byline: ΙΔΙΑΙΤΕΡΑ ΤΗΛΕΓΡΑΦΗΜΑΤΑ ΤΟΥ ΣΥΝΤΑΚΤΟΥ ΜΑΣ: [1162, 894, 1453, 909]
second-edition-box: [1090, 170, 1525, 220]
article-paragraph: Τηλεγραφοῦσιν ἐκ Πετρουπόλεως ὅτι ἡ Τετραπλῆ Συνεννόησις κατέστησε γνωστὸν εἰς τὴν Βουλγαρίαν ὅτι ἀπέκρουσε τὴν ἀποστρατεύσιν τῆς καὶ ἀποκρούει τὴν ἔνοπλον οὐδετερότητα. Ἡ Βουλγαρία ὑποχρεοῦται νὰ διατηρήσῃ τὴν ἡσυχίαν. Τοῦτο δὲ ἔθεσεν ἡ Τετραπλῆ Συνεννόησις ὑπὸ τὸν ὅρον ὅτι τὸ Βουλγαρικὸν ζήτημα θὰ λυθῇ διὰ τῆς προσκεκλημένης Γερμανοῦ ἀξιωματικοῦ πρακτορείου τῆς Γερμανικῆς ἐπιτελικῆς ἀποκοπῆς τῆς Ἀντάντ, τῆς εἰρήνης εἰς τὰς συρροβουλγαρικὰς συνεννοήσεις. Ἡ Βουλγαρία ὅμως πραγμάτων ἐπίσης πέντε ἡμέρας, διότι ἐὰν ἀποτύχῃ, οὐδὲν ἀφορᾷ πόλεμον.: [1090, 910, 1525, 1050]
dateline: ΛΟΝΔΙΝΟΝ, πρωΐα Σαββάτου.: [358, 344, 587, 358]
article-paragraph: Ἡ στρατιὰ τοῦ στρατηγοῦ Αἴχορν ἠχμαλώτισε κατὰ τὴν μάχην τῆς Βίλνας 70 ἀξιωματικοὺς καὶ 21,000 ἄνδρας καὶ ἐκυρίευσε 3 τηλεβόλα 72 πολυβόλα καὶ πολλὰ ὕλικα. Ἡ στρατιὰ τοῦ στρατηγοῦ Σόλτς ἠχμαλώτισε 3300 ἄνδρας καὶ ἐκυρίευσε 9 πολυβόλα.: [845, 1491, 1075, 1600]
article-paragraph: Τηλεγραφοῦσιν ἐκ Πετρουπόλεως ὅτι κατὰ τὰς πληροφορίας τοῦ: [601, 2023, 831, 2069]
dateline: ΡΩΜΗ, Σάββατ. πρωΐα.: [1090, 910, 1221, 925]
article-heading: ΕΙΣ ΤΟΝ ΚΑΥΚΑΣΟΝ: [904, 348, 1015, 360]
headline-entente-rejects: Η ΣΥΝΕΝΝΟΗΣΙΣ ΑΠΟΚΡΟΥΕΙ: [1129, 835, 1528, 874]
exchange-heading-1: ΔΕΛΤΙΟΝ ΣΥΝΑΛΛΑΓΜΑΤΟΣ: [136, 258, 326, 274]
article-heading: Η ΔΡΑΣΙΣ ΤΩΝ ΙΤΑΛΩΝ: [898, 464, 1021, 477]
article-paragraph: Παρισινοῦ Χρόνου, ἡ Βουλγαρία θὰ κηρύξῃ τὸν πόλεμον ἐναντίον τῶν Γερμανικῶν συνεννοήσεων, ὅταν ὁ στρατὸς τῆς Γερμανίας καὶ Αὐστρίας φθάσῃ μέχρι τῆς 18 Ὀκτωβρίου.: [845, 1938, 1075, 2015]
